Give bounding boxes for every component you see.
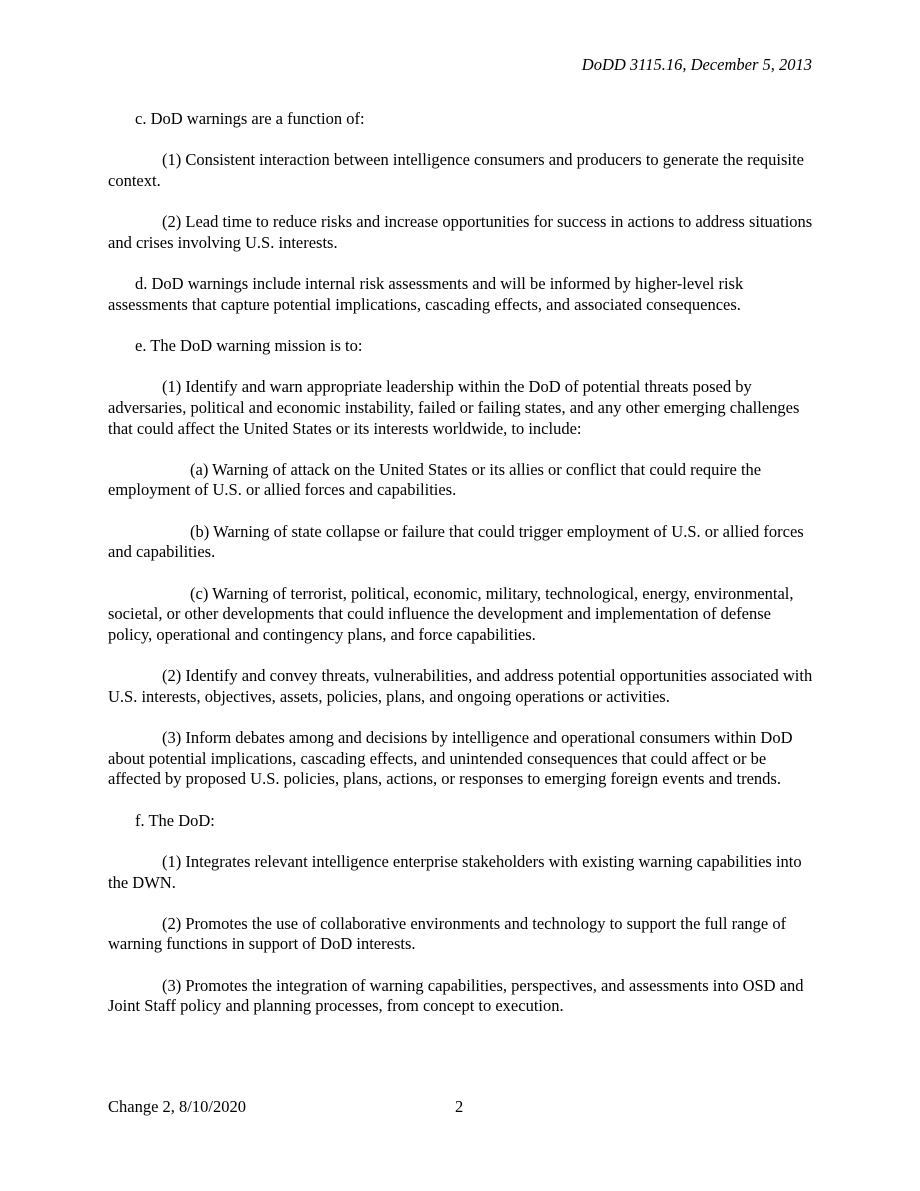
paragraph-f-1: (1) Integrates relevant intelligence enterprise stakeholders with existing warning capabilities into the DWN. xyxy=(108,851,802,892)
paragraph-e: e. The DoD warning mission is to: xyxy=(135,335,363,355)
paragraph-f: f. The DoD: xyxy=(135,810,215,830)
paragraph-c-2: (2) Lead time to reduce risks and increase opportunities for success in actions to address situations and crises involving U.S. interests. xyxy=(108,212,813,252)
paragraph-c: c. DoD warnings are a function of: xyxy=(135,109,365,128)
paragraph-c-1: (1) Consistent interaction between intelligence consumers and producers to generate the requisite context. xyxy=(108,150,804,190)
page-number: 2 xyxy=(455,1097,464,1116)
paragraph-d: d. DoD warnings include internal risk assessments and will be informed by higher-level risk assessments that capture potential implications, cascading effects, and associated consequences. xyxy=(108,274,744,314)
document-header: DoDD 3115.16, December 5, 2013 xyxy=(581,55,812,74)
paragraph-e-1-c: (c) Warning of terrorist, political, economic, military, technological, energy, environmental, societal, or other developments that could influence the development and implementation of defense policy, operational and contingency plans, and force capabilities. xyxy=(108,583,794,644)
paragraph-e-1-b: (b) Warning of state collapse or failure that could trigger employment of U.S. or allied forces and capabilities. xyxy=(108,521,804,562)
document-body xyxy=(108,109,818,1038)
paragraph-e-1: (1) Identify and warn appropriate leadership within the DoD of potential threats posed by adversaries, political and economic instability, failed or failing states, and any other emerging challenges that could affect the United States or its interests worldwide, to include: xyxy=(108,377,800,438)
paragraph-f-3: (3) Promotes the integration of warning capabilities, perspectives, and assessments into OSD and Joint Staff policy and planning processes, from concept to execution. xyxy=(108,975,804,1016)
paragraph-e-2: (2) Identify and convey threats, vulnerabilities, and address potential opportunities associated with U.S. interests, objectives, assets, policies, plans, and ongoing operations or activities. xyxy=(108,666,813,706)
paragraph-e-1-a: (a) Warning of attack on the United States or its allies or conflict that could require the employment of U.S. or allied forces and capabilities. xyxy=(108,459,762,500)
paragraph-e-3: (3) Inform debates among and decisions by intelligence and operational consumers within DoD about potential implications, cascading effects, and unintended consequences that could affect or be affected by proposed U.S. policies, plans, actions, or responses to emerging foreign events and trends. xyxy=(108,728,793,789)
paragraph-f-2: (2) Promotes the use of collaborative environments and technology to support the full range of warning functions in support of DoD interests. xyxy=(108,913,787,954)
change-note: Change 2, 8/10/2020 xyxy=(108,1097,246,1116)
